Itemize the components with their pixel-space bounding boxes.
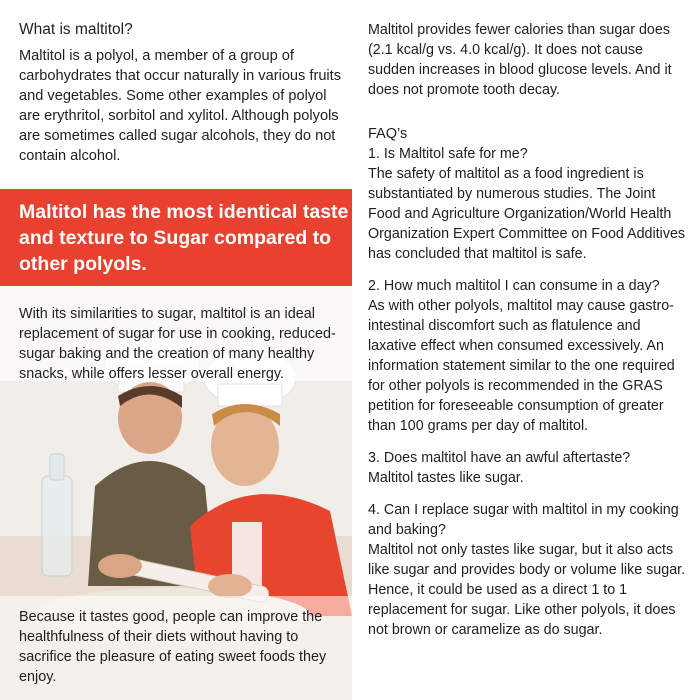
faq-item-3 [368,448,688,488]
banner-text: Maltitol has the most identical taste and texture to Sugar compared to other polyols. [19,201,349,275]
faq-answer: The safety of maltitol as a food ingredient is substantiated by numerous studies. The Joint Food and Agriculture Organization/World Health Organization Expert Committee on Food Additives has concluded that maltitol is safe. [368,166,686,262]
intro-section [19,20,344,166]
baking-photo [0,286,352,700]
faq-question: 2. How much maltitol I can consume in a day? [368,278,660,294]
faq-item-2 [368,276,688,436]
faq-answer: Maltitol not only tastes like sugar, but it also acts like sugar and provides body or volume like sugar. Hence, it could be used as a direct 1 to 1 replacement for sugar. Like other polyols, it does not brown or caramelize as do sugar. [368,542,686,638]
faq-answer: Maltitol tastes like sugar. [368,470,524,486]
highlight-banner [0,189,352,286]
intro-heading: What is maltitol? [19,21,133,38]
faq-answer: As with other polyols, maltitol may cause gastro-intestinal discomfort such as flatulence and laxative effect when consumed excessively. An information statement similar to the one required for other polyols is recommended in the GRAS petition for foreseeable consumption of greater than 100 grams per day of maltitol. [368,298,675,434]
faq-item-1 [368,144,688,264]
similarities-text: With its similarities to sugar, maltitol is an ideal replacement of sugar for use in cooking, reduced-sugar baking and the creation of many healthy snacks, while offers lesser overall energy. [19,306,336,382]
faq-question: 4. Can I replace sugar with maltitol in my cooking and baking? [368,502,679,538]
calories-text: Maltitol provides fewer calories than sugar does (2.1 kcal/g vs. 4.0 kcal/g). It does not cause sudden increases in blood glucose levels. And it does not promote tooth decay. [368,22,672,98]
tastes-good-text: Because it tastes good, people can improve the healthfulness of their diets without having to sacrifice the pleasure of eating sweet foods they enjoy. [19,609,327,685]
faq-item-4 [368,500,688,640]
faq-title: FAQ’s [368,126,408,142]
right-column [368,20,688,640]
intro-body: Maltitol is a polyol, a member of a group of carbohydrates that occur naturally in various fruits and vegetables. Some other examples of polyol are erythritol, sorbitol and xylitol. Although polyols are sometimes called sugar alcohols, they do not contain alcohol. [19,48,342,164]
faq-question: 3. Does maltitol have an awful aftertaste? [368,450,631,466]
faq-question: 1. Is Maltitol safe for me? [368,146,528,162]
